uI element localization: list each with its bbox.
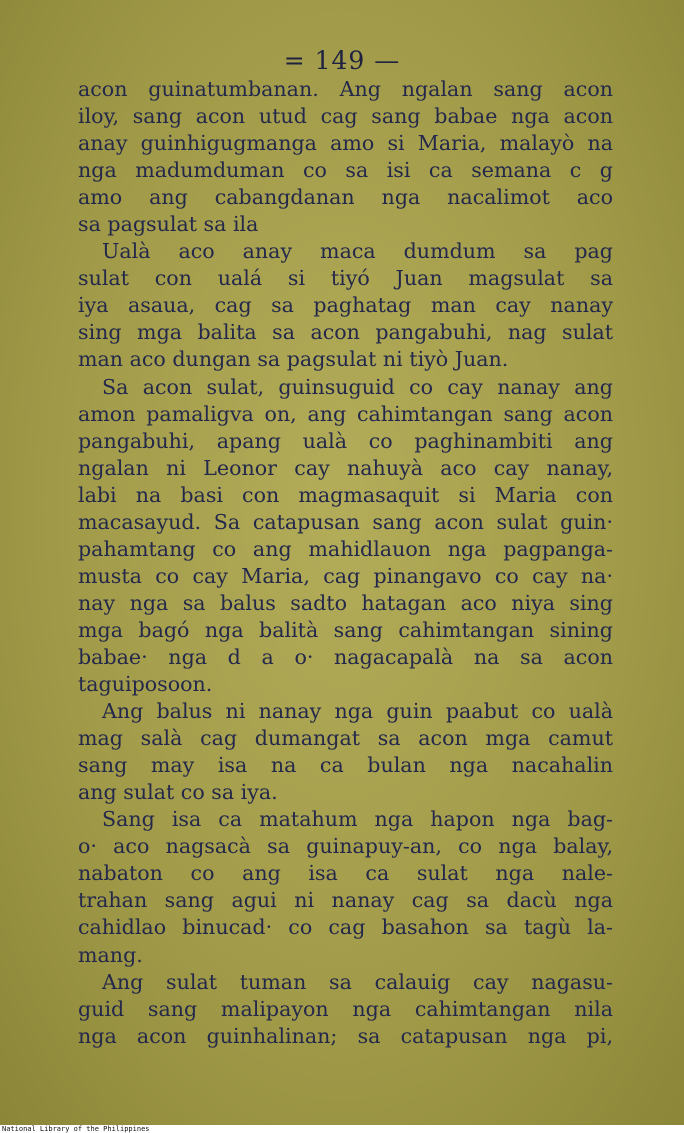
page-number: = 149 — (283, 46, 401, 75)
paragraph-4 (78, 698, 613, 806)
text-line: Sa acon sulat, guinsuguid co cay nanay ang (102, 374, 613, 399)
text-line: taguiposoon. (78, 672, 213, 697)
text-line: guid sang malipayon nga cahimtangan nila (78, 996, 613, 1021)
paragraph-6 (78, 969, 613, 1050)
text-line: babae· nga d a o· nagacapalà na sa acon (78, 644, 613, 669)
text-line: iloy, sang acon utud cag sang babae nga acon (78, 104, 613, 129)
text-line: pangabuhi, apang ualà co paghinambiti ang (78, 428, 613, 453)
library-credit: National Library of the Philippines (2, 1125, 684, 1133)
text-line: labi na basi con magmasaquit si Maria con (78, 482, 613, 507)
text-line: man aco dungan sa pagsulat ni tiyò Juan. (78, 347, 509, 372)
text-line: sing mga balita sa acon pangabuhi, nag sulat (78, 320, 613, 345)
text-line: iya asaua, cag sa paghatag man cay nanay (78, 293, 613, 318)
text-line: sang may isa na ca bulan nga nacahalin (78, 753, 613, 778)
text-line: Sang isa ca matahum nga hapon nga bag- (102, 807, 613, 832)
text-line: macasayud. Sa catapusan sang acon sulat guin· (78, 509, 613, 534)
paragraph-3 (78, 374, 613, 699)
text-line: anay guinhigugmanga amo si Maria, malayò na (78, 131, 613, 156)
text-line: ngalan ni Leonor cay nahuyà aco cay nanay, (78, 455, 613, 480)
text-line: sa pagsulat sa ila (78, 212, 259, 237)
text-line: trahan sang agui ni nanay cag sa dacù nga (78, 888, 613, 913)
text-line: nay nga sa balus sadto hatagan aco niya sing (78, 590, 613, 615)
body-text (78, 76, 613, 1050)
text-line: musta co cay Maria, cag pinangavo co cay na· (78, 563, 613, 588)
text-line: mang. (78, 942, 143, 967)
text-line: mag salà cag dumangat sa acon mga camut (78, 726, 613, 751)
paragraph-1 (78, 76, 613, 238)
text-line: mga bagó nga balità sang cahimtangan sining (78, 617, 613, 642)
text-line: pahamtang co ang mahidlauon nga pagpanga- (78, 536, 613, 561)
text-line: Ang sulat tuman sa calauig cay nagasu- (102, 969, 613, 994)
text-line: nga madumduman co sa isi ca semana c g (78, 158, 613, 183)
text-line: cahidlao binucad· co cag basahon sa tagù la- (78, 915, 613, 940)
text-line: Ualà aco anay maca dumdum sa pag (102, 239, 613, 264)
text-line: o· aco nagsacà sa guinapuy-an, co nga balay, (78, 834, 613, 859)
text-line: ang sulat co sa iya. (78, 780, 278, 805)
text-line: Ang balus ni nanay nga guin paabut co ualà (102, 699, 613, 724)
text-line: acon guinatumbanan. Ang ngalan sang acon (78, 77, 613, 101)
paragraph-5 (78, 806, 613, 968)
text-line: amon pamaligva on, ang cahimtangan sang acon (78, 401, 613, 426)
text-line: sulat con ualá si tiyó Juan magsulat sa (78, 266, 613, 291)
paragraph-2 (78, 238, 613, 373)
text-line: nabaton co ang isa ca sulat nga nale- (78, 861, 613, 886)
text-line: nga acon guinhalinan; sa catapusan nga pi, (78, 1023, 613, 1048)
text-line: amo ang cabangdanan nga nacalimot aco (78, 185, 613, 210)
